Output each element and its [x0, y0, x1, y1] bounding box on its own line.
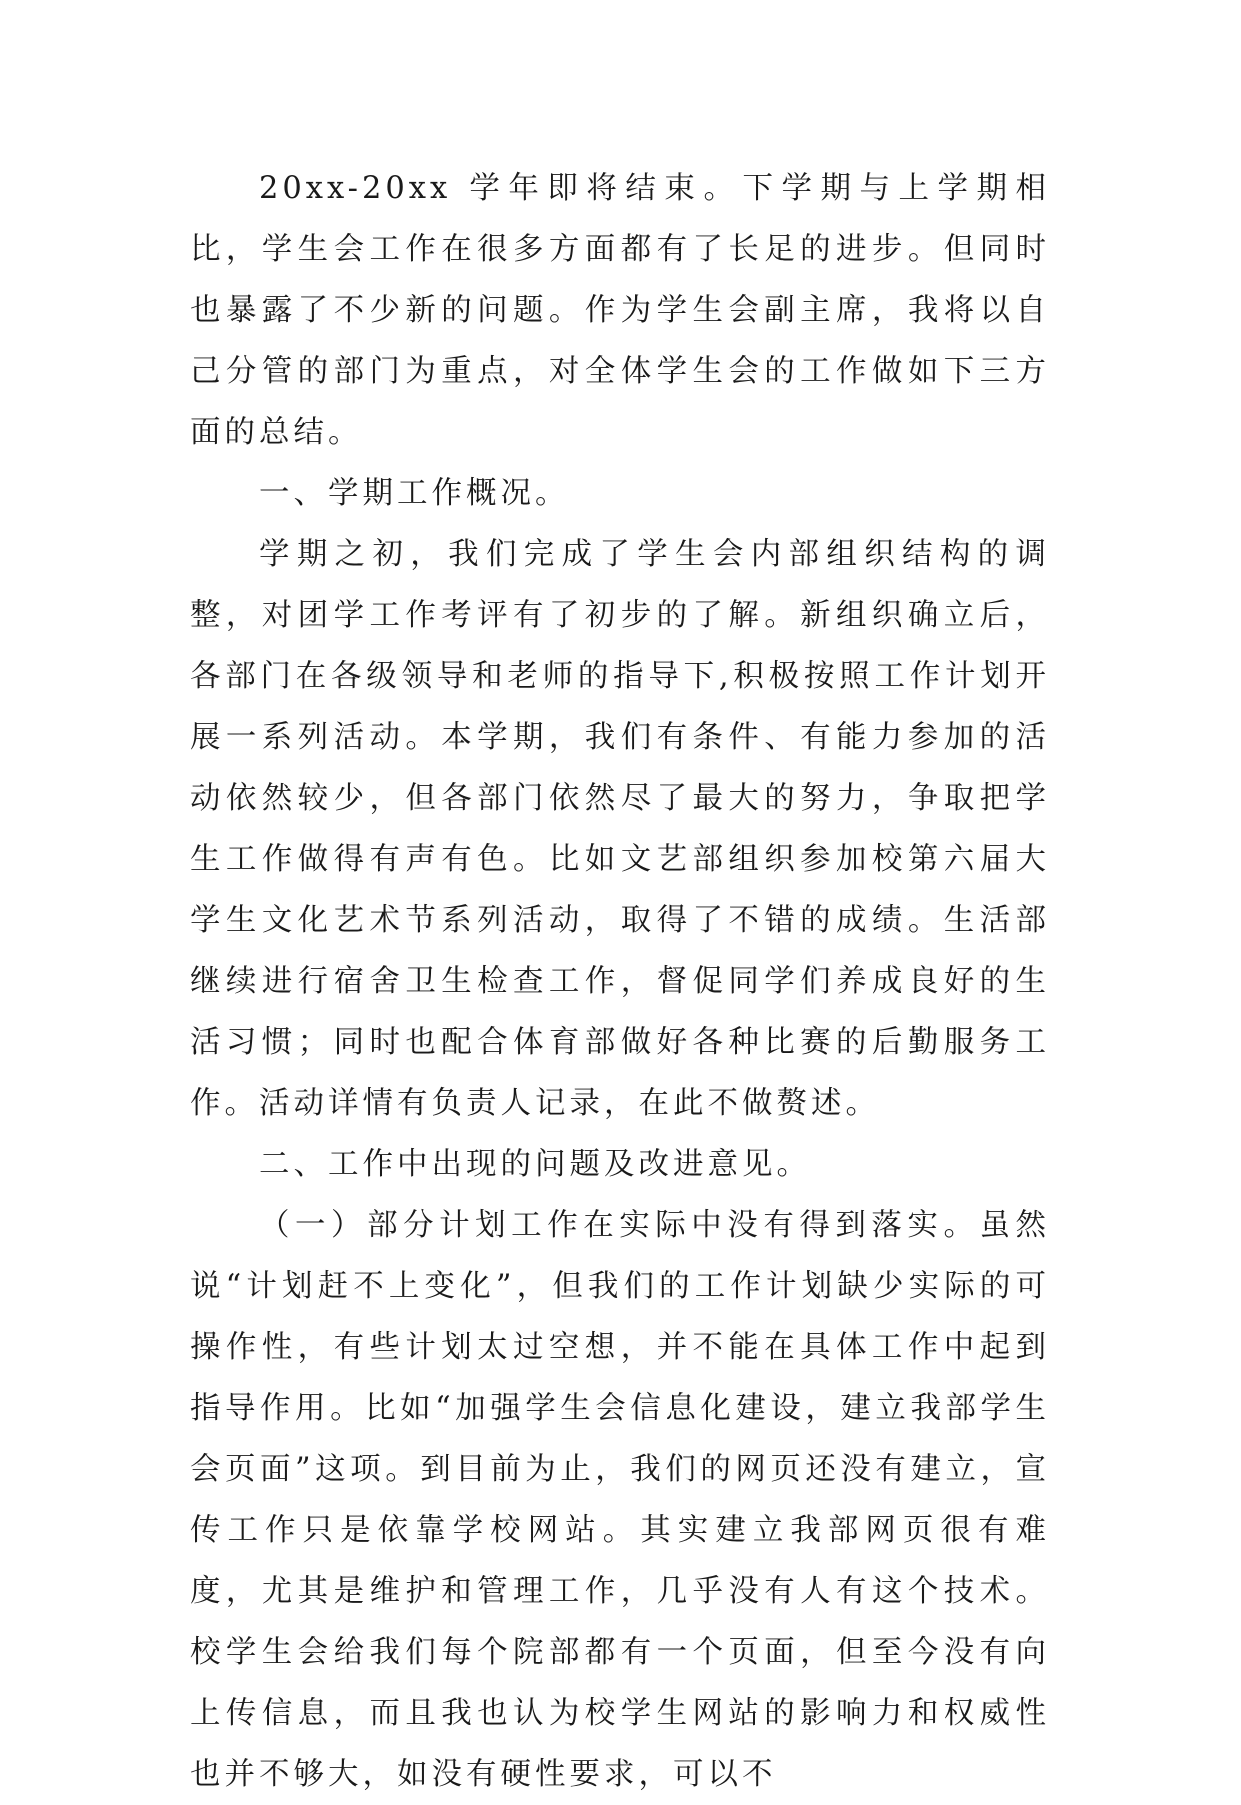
overview-paragraph: 学期之初，我们完成了学生会内部组织结构的调整，对团学工作考评有了初步的了解。新组织确立后，各部门在各级领导和老师的指导下,积极按照工作计划开展一系列活动。本学期，我们有条件、有能力参加的活动依然较少，但各部门依然尽了最大的努力，争取把学生工作做得有声有色。比如文艺部组织参加校第六届大学生文化艺术节系列活动，取得了不错的成绩。生活部继续进行宿舍卫生检查工作，督促同学们养成良好的生活习惯；同时也配合体育部做好各种比赛的后勤服务工作。活动详情有负责人记录，在此不做赘述。: [190, 537, 1050, 1121]
problems-paragraph-1: （一）部分计划工作在实际中没有得到落实。虽然说“计划赶不上变化”，但我们的工作计划缺少实际的可操作性，有些计划太过空想，并不能在具体工作中起到指导作用。比如“加强学生会信息化建设，建立我部学生会页面”这项。到目前为止，我们的网页还没有建立，宣传工作只是依靠学校网站。其实建立我部网页很有难度，尤其是维护和管理工作，几乎没有人有这个技术。校学生会给我们每个院部都有一个页面，但至今没有向上传信息，而且我也认为校学生网站的影响力和权威性也并不够大，如没有硬性要求，可以不: [190, 1208, 1050, 1792]
intro-paragraph: 20xx-20xx 学年即将结束。下学期与上学期相比，学生会工作在很多方面都有了长足的进步。但同时也暴露了不少新的问题。作为学生会副主席，我将以自己分管的部门为重点，对全体学生会的工作做如下三方面的总结。: [190, 171, 1050, 450]
document-body: [190, 158, 1050, 1805]
section-heading-problems: 二、工作中出现的问题及改进意见。: [259, 1147, 811, 1182]
section-heading-overview: 一、学期工作概况。: [259, 476, 570, 511]
